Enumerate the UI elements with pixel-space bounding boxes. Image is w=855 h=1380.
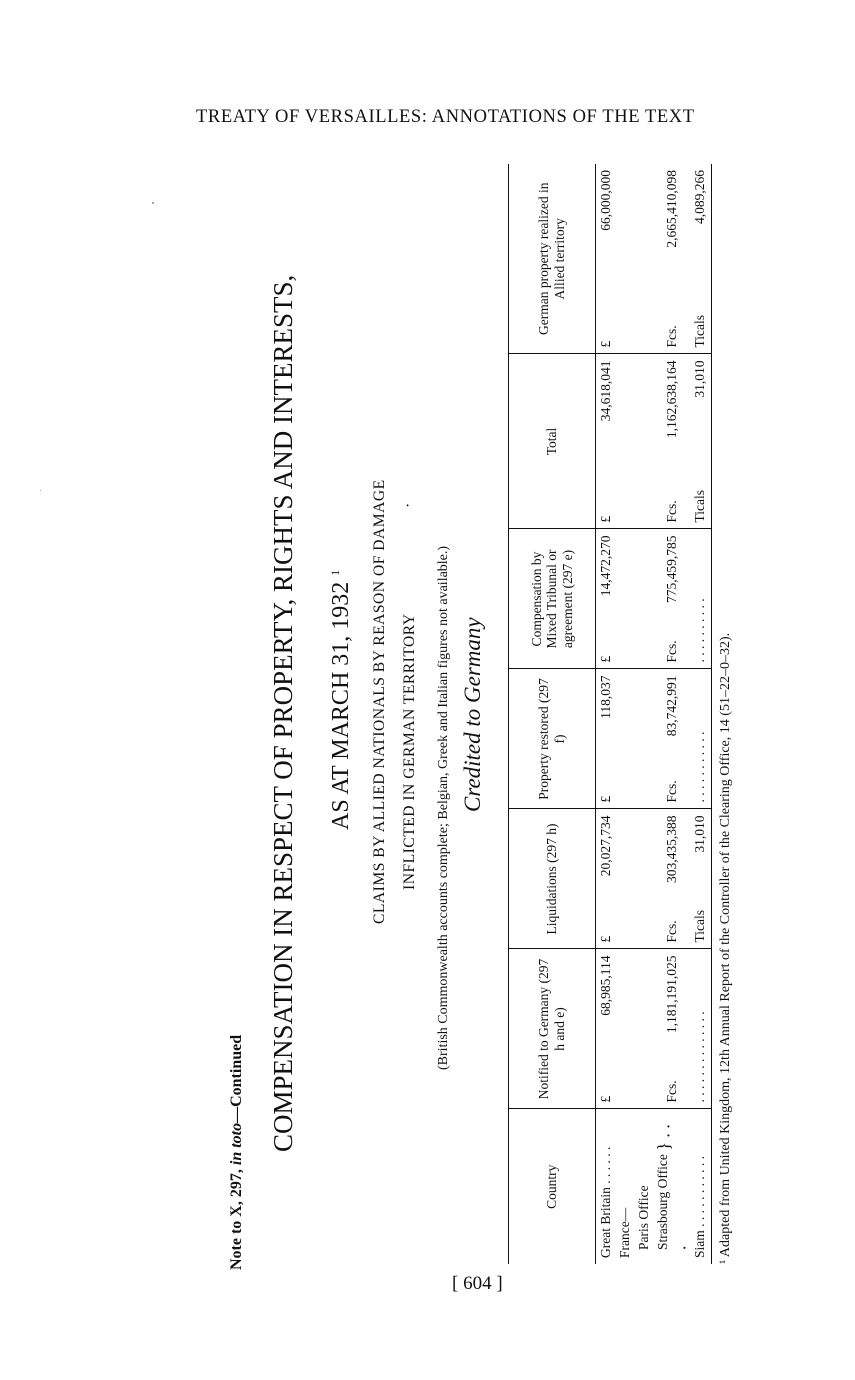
value-cell <box>596 949 616 1109</box>
amount: 14,472,270 <box>598 535 613 597</box>
amount: 31,010 <box>691 815 707 853</box>
amount: 303,435,388 <box>663 815 679 883</box>
amount: 20,027,734 <box>598 815 613 877</box>
header-notified: Notified to Germany (297 h and e) <box>509 949 596 1109</box>
table-row <box>634 164 653 1264</box>
subtitle-line-1 <box>368 479 390 924</box>
currency: Fcs. <box>663 500 679 523</box>
value-cell <box>596 529 616 669</box>
currency: £ <box>598 515 613 523</box>
title-line-2 <box>328 570 355 830</box>
empty-cell <box>634 949 653 1109</box>
table-row <box>653 164 690 1264</box>
header-property-restored: Property restored (297 f) <box>509 669 596 809</box>
amount: 31,010 <box>691 360 707 398</box>
subtitle-line-2 <box>398 613 420 890</box>
header-country: Country <box>509 1109 596 1264</box>
header-total: Total <box>509 354 596 529</box>
empty-cell <box>615 949 634 1109</box>
table-header-row <box>509 164 596 1264</box>
compensation-table <box>508 164 712 1264</box>
credited-heading: Credited to Germany <box>460 617 485 812</box>
currency: £ <box>598 655 613 663</box>
amount: 4,089,266 <box>691 170 707 224</box>
amount: 1,162,638,164 <box>663 360 679 439</box>
value-cell <box>653 809 690 949</box>
currency: Fcs. <box>663 640 679 663</box>
amount: 34,618,041 <box>598 360 613 422</box>
rotated-content <box>228 160 748 1270</box>
amount: 83,742,991 <box>663 675 679 737</box>
country-cell: Siam . . . . . . . . . . . <box>690 1109 712 1264</box>
note-prefix: Note to X, 297, <box>228 1165 245 1270</box>
subtitle-text-2: INFLICTED IN GERMAN TERRITORY <box>401 613 418 890</box>
value-cell <box>653 164 690 354</box>
amount: 66,000,000 <box>598 170 613 231</box>
empty-cell <box>615 164 634 354</box>
amount: 1,181,191,025 <box>663 955 679 1034</box>
ink-speck <box>40 490 41 491</box>
value-cell <box>596 669 616 809</box>
currency: £ <box>598 1095 613 1103</box>
currency: £ <box>598 795 613 803</box>
value-cell <box>690 164 712 354</box>
dotted-cell: . . . . . . . . . . <box>690 529 712 669</box>
empty-cell <box>615 809 634 949</box>
empty-cell <box>615 529 634 669</box>
amount: 68,985,114 <box>598 955 613 1016</box>
empty-cell <box>634 354 653 529</box>
country-cell: Great Britain . . . . . . <box>596 1109 616 1264</box>
subtitle-text-1: CLAIMS BY ALLIED NATIONALS BY REASON OF DAMAGE <box>371 479 388 924</box>
header-compensation: Compensation by Mixed Tribunal or agreement (297 e) <box>509 529 596 669</box>
currency: Ticals <box>691 314 707 348</box>
country-cell: France— <box>615 1109 634 1264</box>
empty-cell <box>615 354 634 529</box>
table-row <box>615 164 634 1264</box>
currency: Fcs. <box>663 325 679 348</box>
amount: 118,037 <box>598 675 613 719</box>
empty-cell <box>634 529 653 669</box>
header-liquidations: Liquidations (297 h) <box>509 809 596 949</box>
value-cell <box>653 669 690 809</box>
country-name: Strasbourg Office <box>655 1154 670 1250</box>
title-line-1: COMPENSATION IN RESPECT OF PROPERTY, RIGHTS AND INTERESTS, <box>268 274 298 1152</box>
value-cell <box>690 354 712 529</box>
currency: Ticals <box>691 909 707 943</box>
empty-cell <box>634 669 653 809</box>
currency: £ <box>598 340 613 348</box>
note-suffix: —Continued <box>228 1034 245 1123</box>
brace-mark: } . . . <box>653 1124 690 1250</box>
currency: Fcs. <box>663 1080 679 1103</box>
note-heading <box>228 1035 246 1270</box>
title-date: AS AT MARCH 31, 1932 <box>328 581 354 830</box>
value-cell <box>596 354 616 529</box>
value-cell <box>596 809 616 949</box>
page-number: [ 604 ] <box>452 1273 503 1294</box>
currency: £ <box>598 935 613 943</box>
country-cell: Paris Office <box>634 1109 653 1264</box>
value-cell <box>690 809 712 949</box>
parenthetical-note: (British Commonwealth accounts complete; Belgian, Greek and Italian figures not available.) <box>436 545 451 1070</box>
country-cell <box>653 1109 690 1264</box>
empty-cell <box>634 809 653 949</box>
currency: Fcs. <box>663 920 679 943</box>
value-cell <box>653 949 690 1109</box>
table-row <box>596 164 616 1264</box>
ink-speck <box>152 202 154 204</box>
dotted-cell: . . . . . . . . . . . <box>690 669 712 809</box>
empty-cell <box>615 669 634 809</box>
amount: 775,459,785 <box>663 535 679 603</box>
footnote: ¹ Adapted from United Kingdom, 12th Annual Report of the Controller of the Clearing Office, 14 (51–22–0–32). <box>718 632 733 1264</box>
amount: 2,665,410,098 <box>663 170 679 248</box>
header-german-property: German property realized in Allied territory <box>509 164 596 354</box>
footnote-mark: 1 <box>328 569 342 576</box>
table-row <box>690 164 712 1264</box>
dotted-cell: . . . . . . . . . . . . . . <box>690 949 712 1109</box>
value-cell <box>653 529 690 669</box>
currency: Ticals <box>691 489 707 523</box>
value-cell <box>596 164 616 354</box>
empty-cell <box>634 164 653 354</box>
note-italic: in toto <box>228 1122 245 1166</box>
stray-dot: · <box>400 502 417 508</box>
running-head: TREATY OF VERSAILLES: ANNOTATIONS OF THE TEXT <box>196 107 695 127</box>
value-cell <box>653 354 690 529</box>
currency: Fcs. <box>663 780 679 803</box>
